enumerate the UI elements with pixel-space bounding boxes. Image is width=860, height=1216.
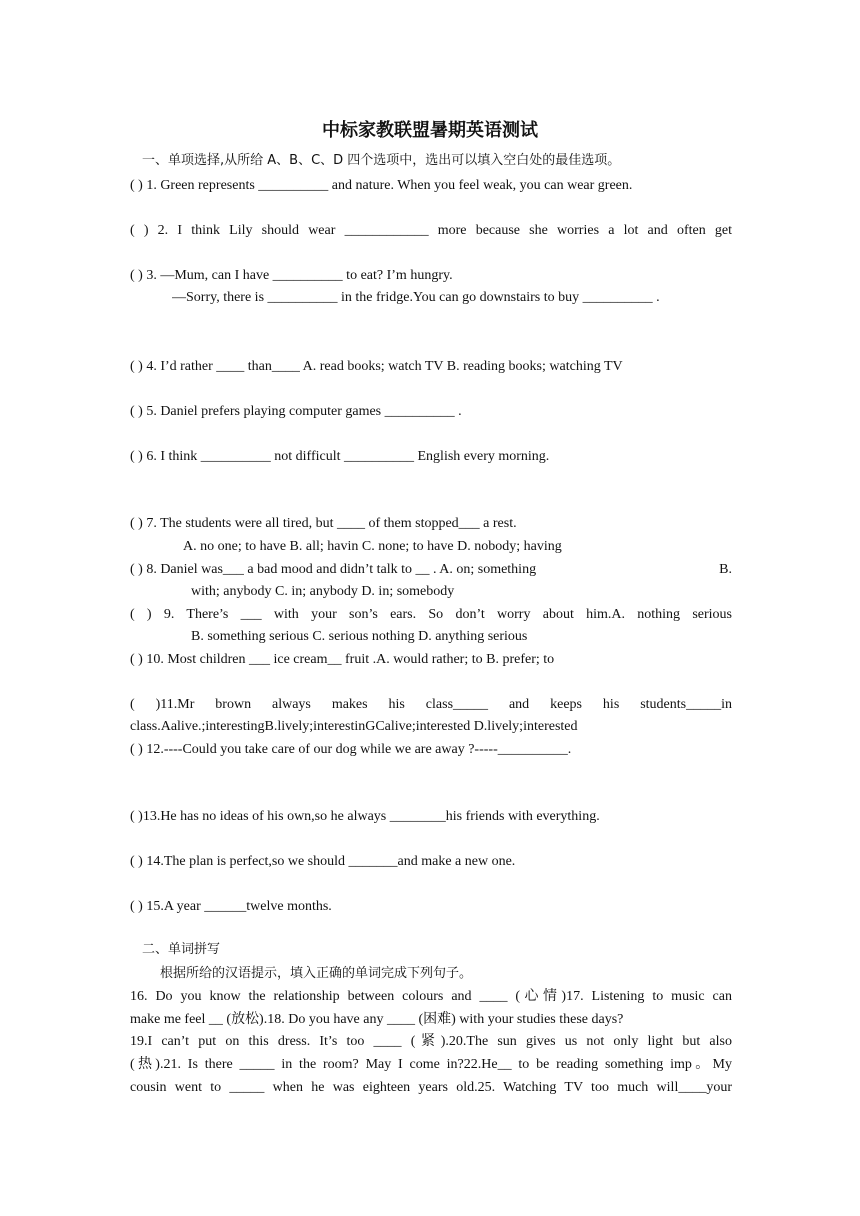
question-12: ( ) 12.----Could you take care of our dog while we are away ?-----__________. bbox=[130, 742, 572, 757]
question-9: ( ) 9. There’s ___ with your son’s ears. So don’t worry about him.A. nothing serious bbox=[130, 607, 732, 622]
question-11: ( )11.Mr brown always makes his class_____ and keeps his students_____in bbox=[130, 697, 732, 712]
section1-heading: 一、单项选择,从所给 A、B、C、D 四个选项中，选出可以填入空白处的最佳选项。 bbox=[142, 153, 621, 168]
question-7: ( ) 7. The students were all tired, but ____ of them stopped___ a rest. bbox=[130, 516, 517, 531]
question-8-text: ( ) 8. Daniel was___ a bad mood and didn’t talk to __ . A. on; something bbox=[130, 562, 537, 577]
question-3: ( ) 3. —Mum, can I have __________ to eat? I’m hungry. bbox=[130, 268, 453, 283]
spelling-line-1: 16. Do you know the relationship between colours and ____ (心情)17. Listening to music can bbox=[130, 989, 732, 1004]
question-5: ( ) 5. Daniel prefers playing computer games __________ . bbox=[130, 404, 462, 419]
question-8 bbox=[130, 561, 732, 579]
question-7-options: A. no one; to have B. all; havin C. none; to have D. nobody; having bbox=[183, 539, 562, 554]
question-3-reply: —Sorry, there is __________ in the fridge.You can go downstairs to buy __________ . bbox=[172, 290, 660, 305]
question-2: ( ) 2. I think Lily should wear ____________ more because she worries a lot and often get bbox=[130, 223, 732, 238]
spelling-line-4: (热).21. Is there _____ in the room? May I come in?22.He__ to be reading something imp。My bbox=[130, 1057, 732, 1072]
spelling-line-5: cousin went to _____ when he was eighteen years old.25. Watching TV too much will____your bbox=[130, 1080, 732, 1095]
spelling-line-3: 19.I can’t put on this dress. It’s too ____ (紧).20.The sun gives us not only light but also bbox=[130, 1034, 732, 1049]
question-9-options: B. something serious C. serious nothing D. anything serious bbox=[191, 629, 528, 644]
question-8-option-b-label: B. bbox=[719, 562, 732, 577]
question-8-options: with; anybody C. in; anybody D. in; somebody bbox=[191, 584, 455, 599]
question-14: ( ) 14.The plan is perfect,so we should _______and make a new one. bbox=[130, 854, 516, 869]
question-13: ( )13.He has no ideas of his own,so he always ________his friends with everything. bbox=[130, 809, 600, 824]
question-4: ( ) 4. I’d rather ____ than____ A. read books; watch TV B. reading books; watching TV bbox=[130, 359, 623, 374]
question-1: ( ) 1. Green represents __________ and nature. When you feel weak, you can wear green. bbox=[130, 178, 633, 193]
question-6: ( ) 6. I think __________ not difficult __________ English every morning. bbox=[130, 449, 550, 464]
question-11-options: class.Aalive.;interestingB.lively;interestinGCalive;interested D.lively;interested bbox=[130, 719, 578, 734]
section2-heading: 二、单词拼写 bbox=[142, 942, 221, 957]
spelling-line-2: make me feel __ (放松).18. Do you have any ____ (困难) with your studies these days? bbox=[130, 1012, 624, 1027]
question-15: ( ) 15.A year ______twelve months. bbox=[130, 899, 332, 914]
section2-instruction: 根据所给的汉语提示，填入正确的单词完成下列句子。 bbox=[160, 966, 473, 981]
question-10: ( ) 10. Most children ___ ice cream__ fruit .A. would rather; to B. prefer; to bbox=[130, 652, 555, 667]
page-title: 中标家教联盟暑期英语测试 bbox=[322, 120, 538, 141]
